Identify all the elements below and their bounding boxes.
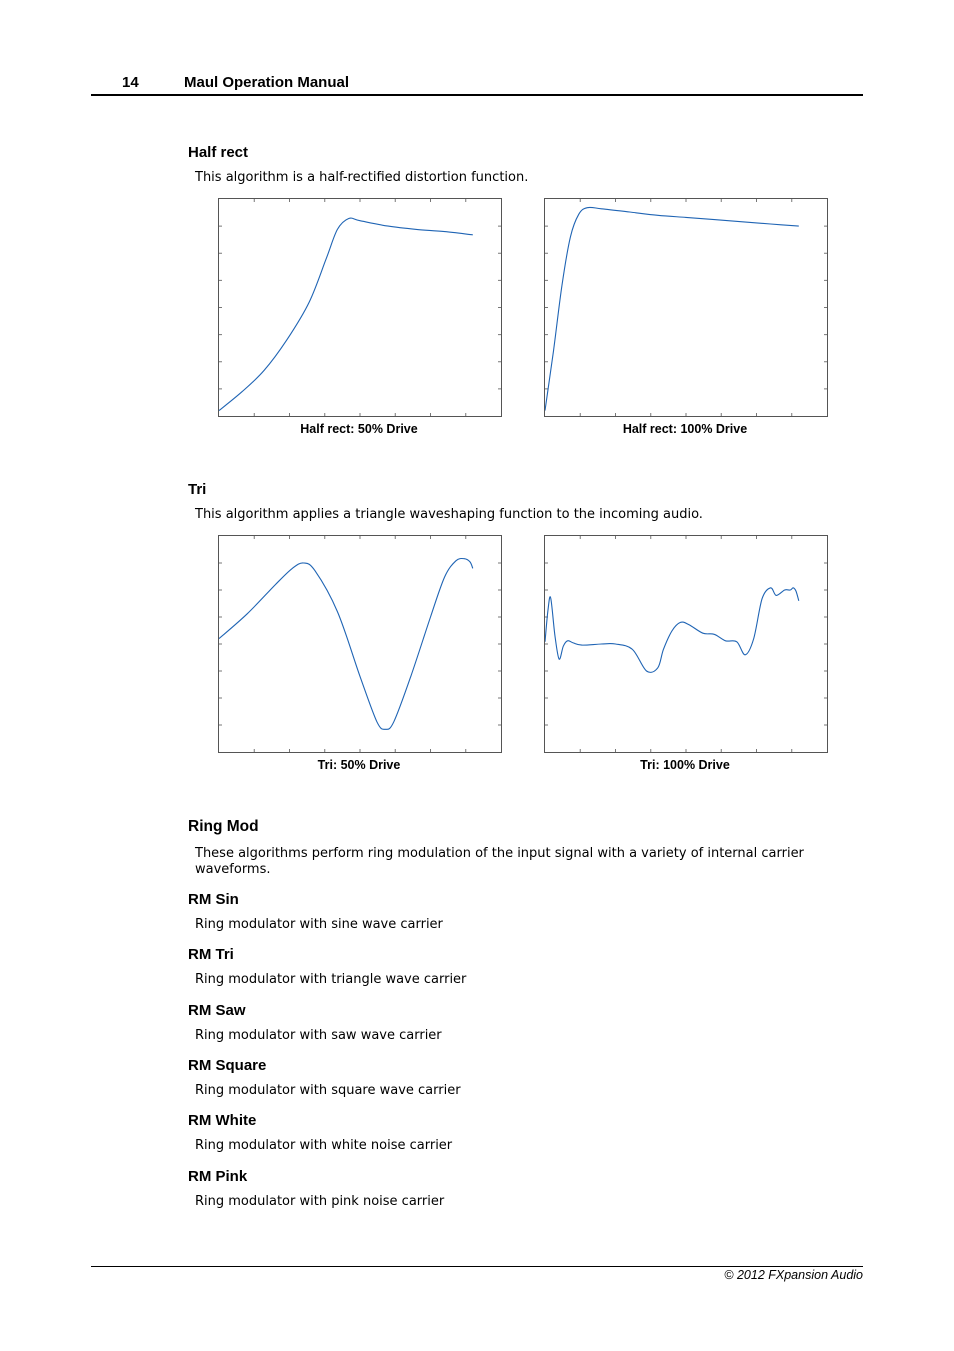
page-number: 14	[122, 74, 139, 91]
caption-tri-50: Tri: 50% Drive	[317, 758, 401, 772]
heading-rm-white: RM White	[188, 1112, 257, 1129]
rm-tri-description: Ring modulator with triangle wave carrier	[195, 972, 467, 987]
rm-white-description: Ring modulator with white noise carrier	[195, 1138, 453, 1153]
heading-tri: Tri	[188, 481, 207, 498]
heading-rm-pink: RM Pink	[188, 1168, 248, 1185]
series-line-0	[545, 207, 799, 410]
chart-tri-50	[219, 536, 501, 752]
caption-tri-100: Tri: 100% Drive	[640, 758, 730, 772]
rm-sin-description: Ring modulator with sine wave carrier	[195, 917, 443, 932]
chart-half-rect-100	[545, 199, 827, 416]
plot-half-rect-50	[218, 198, 502, 417]
heading-rm-tri: RM Tri	[188, 946, 234, 963]
series-line-0	[545, 588, 799, 673]
heading-half-rect: Half rect	[188, 144, 249, 161]
footer-rule	[91, 1266, 863, 1267]
chart-half-rect-50	[219, 199, 501, 416]
rm-pink-description: Ring modulator with pink noise carrier	[195, 1194, 445, 1209]
tri-description: This algorithm applies a triangle waveshaping function to the incoming audio.	[195, 507, 703, 522]
heading-rm-sin: RM Sin	[188, 891, 239, 908]
heading-rm-square: RM Square	[188, 1057, 267, 1074]
copyright-text: © 2012 FXpansion Audio	[724, 1268, 863, 1282]
rm-saw-description: Ring modulator with saw wave carrier	[195, 1028, 442, 1043]
rm-square-description: Ring modulator with square wave carrier	[195, 1083, 461, 1098]
series-line-0	[219, 558, 473, 729]
plot-half-rect-100	[544, 198, 828, 417]
manual-title: Maul Operation Manual	[184, 74, 350, 91]
caption-half-rect-50: Half rect: 50% Drive	[300, 422, 418, 436]
plot-tri-100	[544, 535, 828, 753]
series-line-0	[219, 218, 473, 411]
ring-mod-description: These algorithms perform ring modulation of the input signal with a variety of internal carrier waveforms.	[195, 846, 804, 877]
heading-ring-mod: Ring Mod	[188, 818, 259, 835]
header-rule	[91, 94, 863, 96]
chart-tri-100	[545, 536, 827, 752]
half-rect-description: This algorithm is a half-rectified distortion function.	[195, 170, 529, 185]
heading-rm-saw: RM Saw	[188, 1002, 246, 1019]
caption-half-rect-100: Half rect: 100% Drive	[622, 422, 748, 436]
plot-tri-50	[218, 535, 502, 753]
